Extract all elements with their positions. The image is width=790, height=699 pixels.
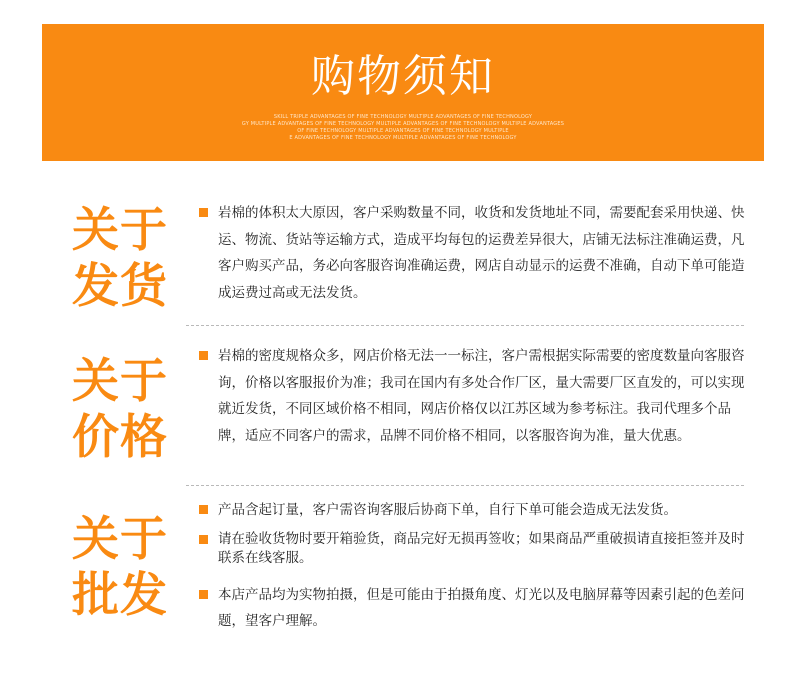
square-bullet-icon <box>199 505 208 514</box>
item-text: 产品含起订量，客户需咨询客服后协商下单，自行下单可能会造成无法发货。 <box>218 502 677 518</box>
square-bullet-icon <box>199 590 208 599</box>
heading-line-1: 关于 <box>72 203 168 258</box>
banner-subtitle: SKILL TRIPLE ADVANTAGES OF FINE TECHNOLOGY MULTIPLE ADVANTAGES OF FINE TECHNOLOGY GY MULTIPLE ADVANTAGES OF FINE TECHNOLOGY MULTIPLE ADVANTAGES OF FINE TECHNOLOGY MULTIPLE ADVANTAGES OF FINE TECHNOLOGY MULTIPLE ADVANTAGES OF FINE TECHNOLOGY MULTIPLE E ADVANTAGES OF FINE TECHNOLOGY MULTIPLE ADVANTAGES OF FINE TECHNOLOGY <box>241 114 565 141</box>
heading-line-1: 关于 <box>72 354 168 409</box>
square-bullet-icon <box>199 208 208 217</box>
section-items-shipping <box>196 200 756 306</box>
section-heading-shipping <box>72 203 182 315</box>
heading-line-1: 关于 <box>72 512 168 567</box>
heading-line-2: 批发 <box>72 568 168 623</box>
section-items-price <box>196 343 756 449</box>
item-text: 本店产品均为实物拍摄，但是可能由于拍摄角度、灯光以及电脑屏幕等因素引起的色差问题，望客户理解。 <box>218 586 745 629</box>
heading-line-2: 发货 <box>72 259 168 314</box>
dashed-divider <box>186 325 744 326</box>
section-heading-price <box>72 354 182 466</box>
dashed-divider <box>186 485 744 486</box>
item-text: 岩棉的体积太大原因，客户采购数量不同，收货和发货地址不同，需要配套采用快递、快运、物流、货站等运输方式，造成平均每包的运费差异很大，店铺无法标注准确运费，凡客户购买产品，务必向客服咨询准确运费，网店自动显示的运费不准确，自动下单可能造成运费过高或无法发货。 <box>218 205 745 301</box>
section-items-wholesale <box>196 497 756 635</box>
list-item <box>196 200 756 306</box>
list-item <box>196 530 756 568</box>
list-item <box>196 343 756 449</box>
heading-line-2: 价格 <box>72 410 168 465</box>
item-text: 请在验收货物时要开箱验货，商品完好无损再签收；如果商品严重破损请直接拒签并及时联系在线客服。 <box>218 530 745 566</box>
list-item <box>196 497 756 524</box>
section-heading-wholesale <box>72 512 182 624</box>
list-item <box>196 582 756 635</box>
shopping-notice-banner <box>42 24 764 161</box>
item-text: 岩棉的密度规格众多，网店价格无法一一标注，客户需根据实际需要的密度数量向客服咨询，价格以客服报价为准；我司在国内有多处合作厂区，量大需要厂区直发的，可以实现就近发货，不同区域价格不相同，网店价格仅以江苏区域为参考标注。我司代理多个品牌，适应不同客户的需求，品牌不同价格不相同，以客服咨询为准，量大优惠。 <box>218 348 745 444</box>
square-bullet-icon <box>199 351 208 360</box>
square-bullet-icon <box>199 535 208 544</box>
banner-title: 购物须知 <box>311 51 495 102</box>
